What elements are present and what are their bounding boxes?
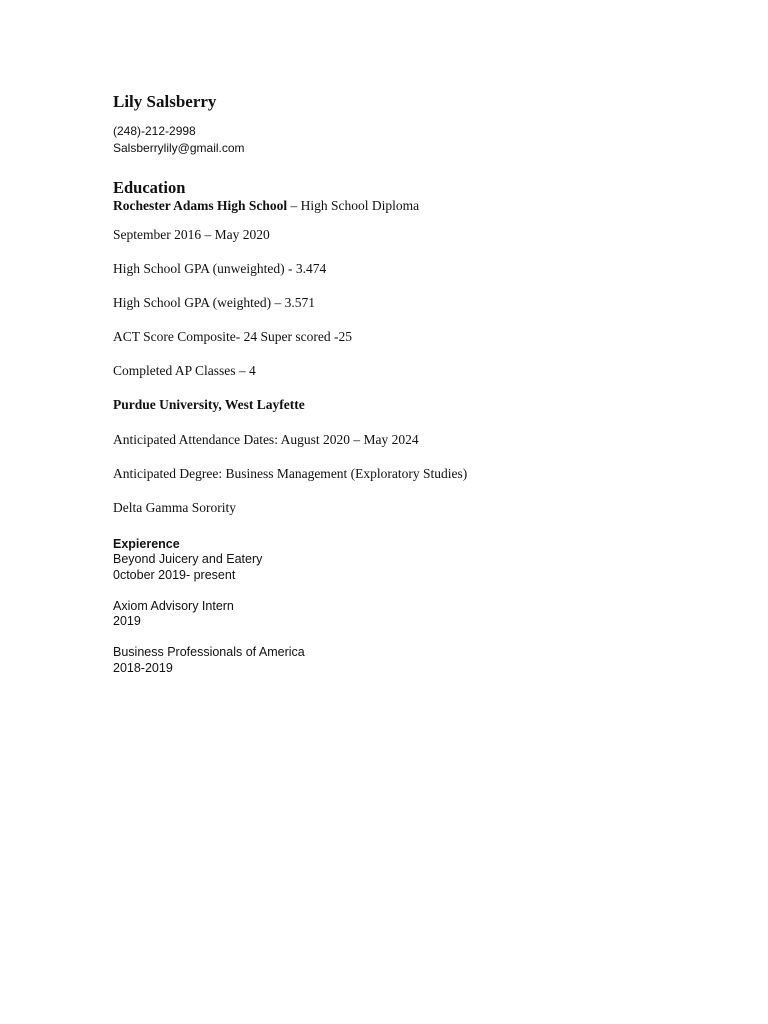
email-address: Salsberrylily@gmail.com <box>113 141 245 155</box>
act-score: ACT Score Composite- 24 Super scored -25 <box>113 329 352 344</box>
experience-heading: Expierence <box>113 537 180 551</box>
university-dates: Anticipated Attendance Dates: August 2020 – May 2024 <box>113 432 419 447</box>
ap-classes: Completed AP Classes – 4 <box>113 363 256 378</box>
experience-dates: 2019 <box>113 614 141 628</box>
experience-dates: 2018-2019 <box>113 661 173 675</box>
university-name: Purdue University, West Layfette <box>113 397 305 412</box>
high-school-name: Rochester Adams High School <box>113 198 288 213</box>
experience-role: Beyond Juicery and Eatery <box>113 552 263 566</box>
education-heading: Education <box>113 178 186 197</box>
high-school-dates: September 2016 – May 2020 <box>113 227 270 242</box>
gpa-unweighted: High School GPA (unweighted) - 3.474 <box>113 261 327 276</box>
phone-number: (248)-212-2998 <box>113 124 196 138</box>
high-school-line <box>113 198 419 214</box>
candidate-name: Lily Salsberry <box>113 92 217 111</box>
experience-role: Business Professionals of America <box>113 645 305 659</box>
experience-role: Axiom Advisory Intern <box>113 599 234 613</box>
university-degree: Anticipated Degree: Business Management (Exploratory Studies) <box>113 466 468 481</box>
sorority: Delta Gamma Sorority <box>113 500 236 515</box>
high-school-degree: – High School Diploma <box>287 198 420 213</box>
gpa-weighted: High School GPA (weighted) – 3.571 <box>113 295 315 310</box>
experience-dates: 0ctober 2019- present <box>113 568 236 582</box>
